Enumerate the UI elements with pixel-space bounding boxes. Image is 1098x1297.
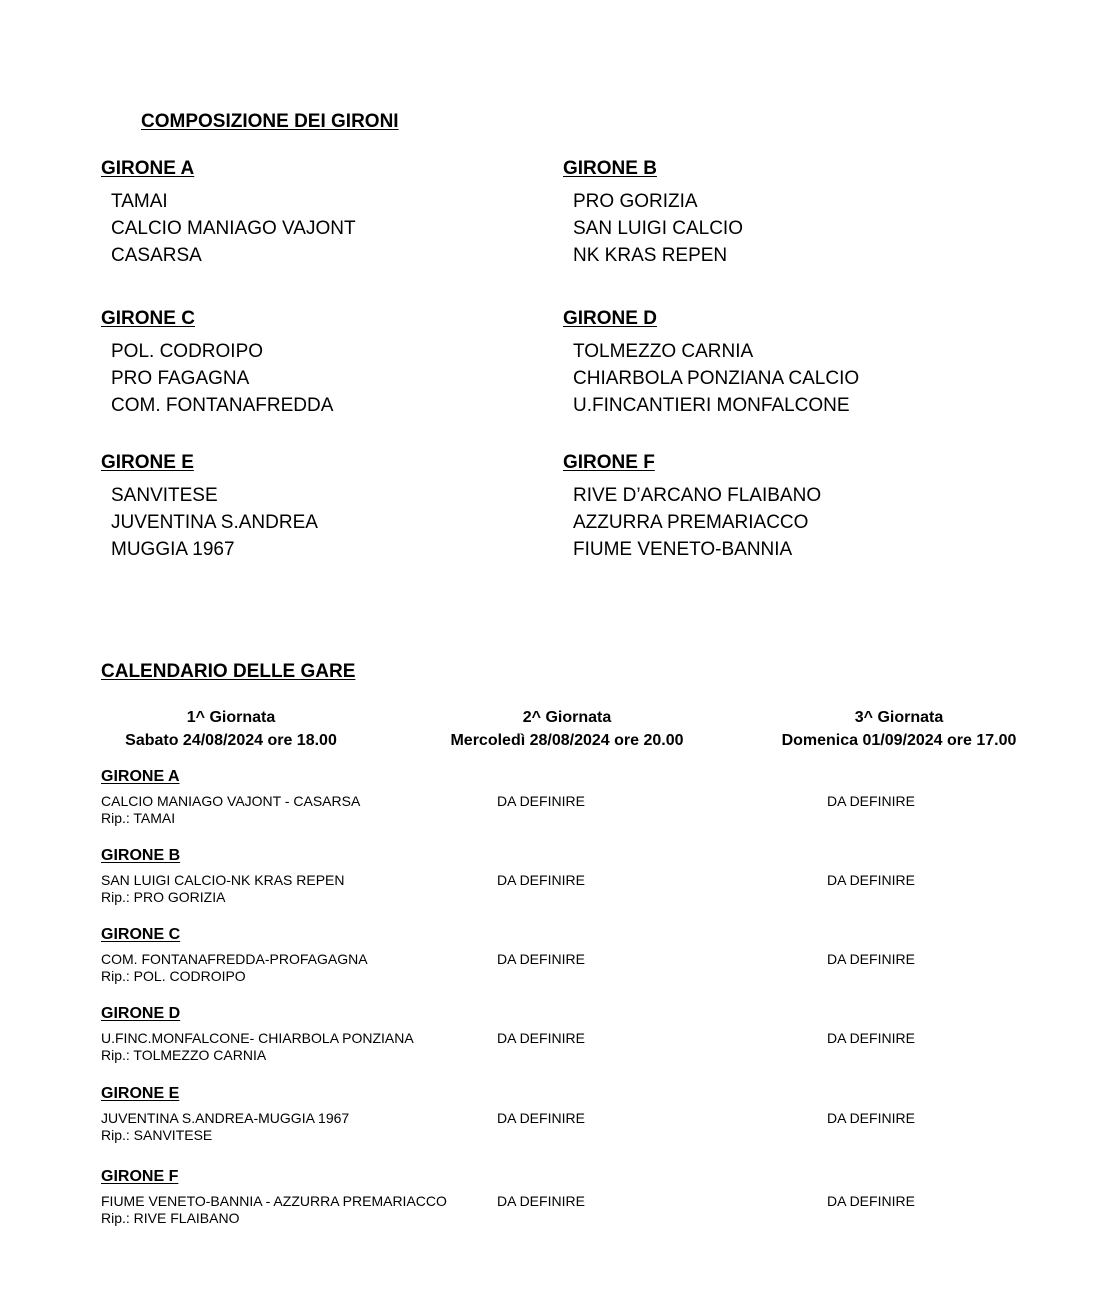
round3-status: DA DEFINIRE bbox=[827, 1193, 915, 1209]
team-name: FIUME VENETO-BANNIA bbox=[573, 539, 793, 560]
group-card-e bbox=[101, 452, 561, 563]
round3-status: DA DEFINIRE bbox=[827, 872, 915, 888]
team-name: SANVITESE bbox=[111, 485, 218, 506]
rest-team: Rip.: SANVITESE bbox=[101, 1127, 213, 1143]
round3-status: DA DEFINIRE bbox=[827, 951, 915, 967]
calendar-group-f bbox=[101, 1167, 1081, 1229]
round2-status: DA DEFINIRE bbox=[497, 872, 585, 888]
round-header-1 bbox=[100, 706, 362, 752]
match-fixture: SAN LUIGI CALCIO-NK KRAS REPEN bbox=[101, 872, 345, 888]
team-name: TAMAI bbox=[111, 191, 168, 212]
round-date: Mercoledì 28/08/2024 ore 20.00 bbox=[450, 732, 684, 749]
table-row bbox=[101, 872, 1081, 908]
calendar-group-b bbox=[101, 846, 1081, 908]
rest-team: Rip.: POL. CODROIPO bbox=[101, 968, 246, 984]
round-header-3 bbox=[752, 706, 1046, 752]
table-row bbox=[101, 793, 1081, 829]
team-name: CALCIO MANIAGO VAJONT bbox=[111, 218, 356, 239]
calendar-group-title: GIRONE F bbox=[101, 1168, 179, 1185]
team-name: TOLMEZZO CARNIA bbox=[573, 341, 754, 362]
match-fixture: JUVENTINA S.ANDREA-MUGGIA 1967 bbox=[101, 1110, 350, 1126]
group-card-c bbox=[101, 308, 561, 419]
group-title: GIRONE D bbox=[563, 308, 657, 329]
team-name: COM. FONTANAFREDDA bbox=[111, 395, 334, 416]
group-title: GIRONE F bbox=[563, 452, 655, 473]
rest-team: Rip.: PRO GORIZIA bbox=[101, 889, 226, 905]
team-name: SAN LUIGI CALCIO bbox=[573, 218, 743, 239]
match-fixture: CALCIO MANIAGO VAJONT - CASARSA bbox=[101, 793, 361, 809]
round-date: Sabato 24/08/2024 ore 18.00 bbox=[125, 732, 337, 749]
rest-team: Rip.: TAMAI bbox=[101, 810, 176, 826]
team-name: CASARSA bbox=[111, 245, 202, 266]
team-name: PRO FAGAGNA bbox=[111, 368, 250, 389]
calendar-title: CALENDARIO DELLE GARE bbox=[101, 661, 356, 682]
rest-team: Rip.: TOLMEZZO CARNIA bbox=[101, 1047, 267, 1063]
group-title: GIRONE A bbox=[101, 158, 195, 179]
round2-status: DA DEFINIRE bbox=[497, 1110, 585, 1126]
match-fixture: COM. FONTANAFREDDA-PROFAGAGNA bbox=[101, 951, 368, 967]
calendar-group-title: GIRONE A bbox=[101, 768, 180, 785]
team-name: MUGGIA 1967 bbox=[111, 539, 235, 560]
team-name: PRO GORIZIA bbox=[573, 191, 698, 212]
calendar-group-title: GIRONE C bbox=[101, 926, 181, 943]
table-row bbox=[101, 1193, 1081, 1229]
round-date: Domenica 01/09/2024 ore 17.00 bbox=[781, 732, 1017, 749]
calendar-group-e bbox=[101, 1084, 1081, 1146]
team-name: RIVE D’ARCANO FLAIBANO bbox=[573, 485, 822, 506]
group-title: GIRONE B bbox=[563, 158, 657, 179]
calendar-group-d bbox=[101, 1004, 1081, 1066]
match-fixture: U.FINC.MONFALCONE- CHIARBOLA PONZIANA bbox=[101, 1030, 414, 1046]
rest-team: Rip.: RIVE FLAIBANO bbox=[101, 1210, 240, 1226]
group-card-d bbox=[563, 308, 1023, 419]
round2-status: DA DEFINIRE bbox=[497, 1030, 585, 1046]
round-label: 3^ Giornata bbox=[854, 709, 944, 726]
round-label: 1^ Giornata bbox=[186, 709, 276, 726]
team-name: CHIARBOLA PONZIANA CALCIO bbox=[573, 368, 860, 389]
calendar-group-title: GIRONE D bbox=[101, 1005, 181, 1022]
composition-title: COMPOSIZIONE DEI GIRONI bbox=[141, 111, 399, 132]
team-name: U.FINCANTIERI MONFALCONE bbox=[573, 395, 850, 416]
group-title: GIRONE E bbox=[101, 452, 194, 473]
team-name: NK KRAS REPEN bbox=[573, 245, 728, 266]
group-card-b bbox=[563, 158, 1023, 269]
team-name: AZZURRA PREMARIACCO bbox=[573, 512, 809, 533]
calendar-group-a bbox=[101, 767, 1081, 829]
table-row bbox=[101, 1030, 1081, 1066]
calendar-group-title: GIRONE E bbox=[101, 1085, 180, 1102]
round2-status: DA DEFINIRE bbox=[497, 793, 585, 809]
team-name: JUVENTINA S.ANDREA bbox=[111, 512, 318, 533]
group-title: GIRONE C bbox=[101, 308, 195, 329]
calendar-group-title: GIRONE B bbox=[101, 847, 181, 864]
round2-status: DA DEFINIRE bbox=[497, 951, 585, 967]
round2-status: DA DEFINIRE bbox=[497, 1193, 585, 1209]
team-name: POL. CODROIPO bbox=[111, 341, 264, 362]
round-label: 2^ Giornata bbox=[522, 709, 612, 726]
match-fixture: FIUME VENETO-BANNIA - AZZURRA PREMARIACCO bbox=[101, 1193, 447, 1209]
table-row bbox=[101, 1110, 1081, 1146]
table-row bbox=[101, 951, 1081, 987]
calendar-group-c bbox=[101, 925, 1081, 987]
group-card-f bbox=[563, 452, 1023, 563]
round-header-2 bbox=[420, 706, 714, 752]
round3-status: DA DEFINIRE bbox=[827, 1030, 915, 1046]
round3-status: DA DEFINIRE bbox=[827, 793, 915, 809]
group-card-a bbox=[101, 158, 561, 269]
round3-status: DA DEFINIRE bbox=[827, 1110, 915, 1126]
